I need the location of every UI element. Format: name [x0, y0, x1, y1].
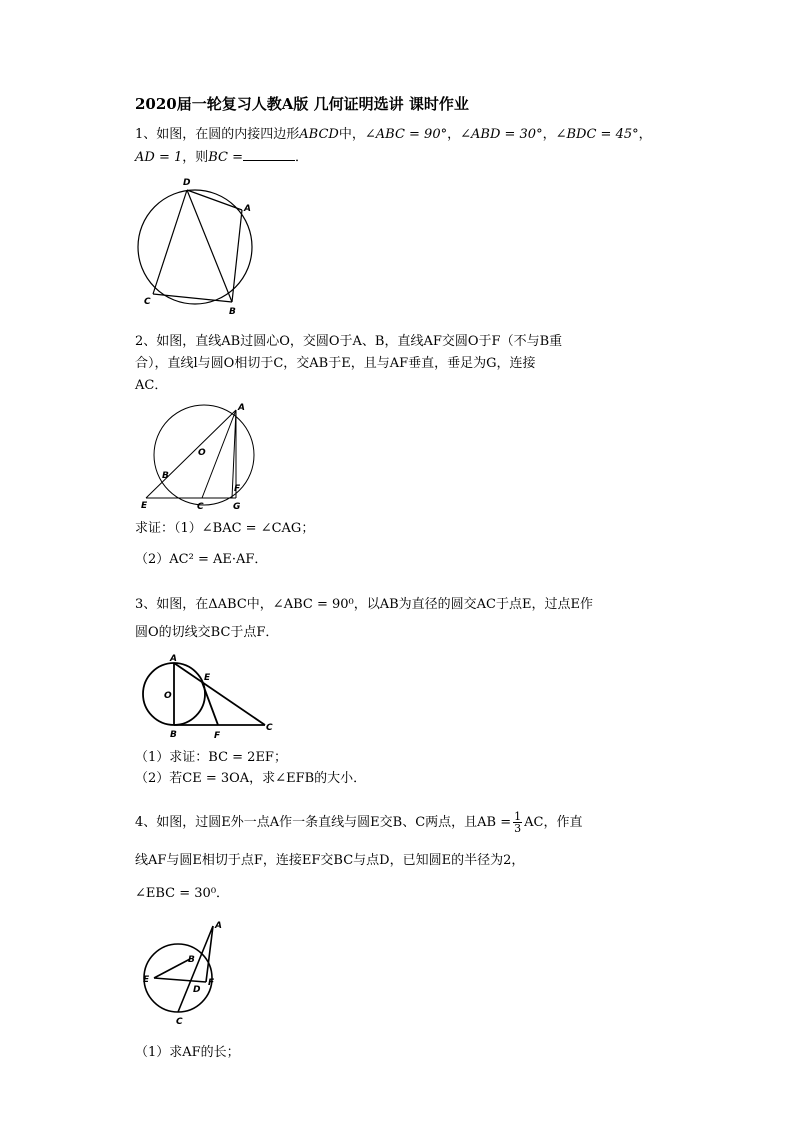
q1-sep2: ，: [542, 127, 556, 142]
q4-label-E: E: [143, 975, 150, 985]
q1-text-a: 如图，在圆的内接四边形: [156, 127, 300, 142]
q4-text-line1b: AC，作直: [524, 815, 583, 830]
q2-line1: [135, 334, 562, 350]
q3-label-E: E: [204, 673, 211, 683]
q2-label-F: F: [234, 484, 241, 494]
q4-line1: [135, 811, 582, 834]
q2-line2: 合），直线l与圆O相切于C，交AB于E，且与AF垂直，垂足为G，连接: [135, 356, 536, 371]
q4-label-A: A: [215, 921, 222, 931]
q3-label-F: F: [214, 731, 221, 741]
q3-label-C: C: [266, 723, 273, 733]
q3-label-B: B: [170, 730, 177, 740]
q2-line3: AC．: [135, 378, 168, 393]
q2-text-line1: 如图，直线AB过圆心O，交圆O于A、B，直线AF交圆O于F（不与B重: [156, 334, 563, 349]
q3-label-O: O: [164, 691, 172, 701]
q1-answer-blank[interactable]: [243, 149, 295, 161]
q1-number: 1、: [135, 127, 157, 142]
q1-figure: [130, 170, 260, 315]
q4-number: 4、: [135, 815, 157, 830]
q2-number: 2、: [135, 334, 157, 349]
q2-figure: [140, 398, 260, 513]
q2-label-O: O: [198, 448, 206, 458]
q1-cond2: ∠ABD = 30°: [460, 127, 543, 142]
q1-label-B: B: [229, 307, 236, 317]
q4-figure: [135, 918, 225, 1033]
page-title: 2020届一轮复习人教A版 几何证明选讲 课时作业: [135, 95, 469, 113]
q4-text-line1a: 如图，过圆E外一点A作一条直线与圆E交B、C两点，且AB =: [156, 815, 512, 830]
q4-label-F: F: [208, 978, 215, 988]
q1-sep3: ，: [638, 127, 652, 142]
q1-end: ．: [295, 150, 309, 165]
q1-cond1: ∠ABC = 90°: [364, 127, 448, 142]
q4-line3: ∠EBC = 30⁰．: [135, 886, 230, 901]
q1-quad: ABCD: [299, 127, 339, 142]
q4-fraction: [513, 811, 522, 834]
q1-sep1: ，: [447, 127, 461, 142]
q3-part-1: （1）求证：BC = 2EF；: [135, 750, 287, 765]
q2-label-E: E: [141, 501, 148, 511]
q3-text-line1: 如图，在ΔABC中，∠ABC = 90⁰，以AB为直径的圆交AC于点E，过点E作: [156, 597, 593, 612]
q3-label-A: A: [170, 654, 177, 664]
q3-line2: 圆O的切线交BC于点F．: [135, 625, 279, 640]
q3-figure: [138, 652, 278, 742]
q4-part-1: （1）求AF的长；: [135, 1045, 240, 1060]
q1-text-b: 中，: [338, 127, 365, 142]
q1-line2: [135, 149, 308, 166]
q4-fraction-numerator: 1: [514, 810, 522, 823]
q3-line1: [135, 597, 593, 613]
q1-label-D: D: [183, 178, 191, 188]
q4-label-D: D: [193, 985, 201, 995]
q4-label-B: B: [188, 955, 195, 965]
q1-cond4: AD = 1: [135, 150, 183, 165]
q4-label-C: C: [176, 1017, 183, 1027]
q2-label-G: G: [233, 502, 241, 512]
q3-number: 3、: [135, 597, 157, 612]
q1-label-A: A: [244, 204, 251, 214]
q1-line1: [135, 127, 652, 143]
q2-label-B: B: [162, 471, 169, 481]
q4-line2: 线AF与圆E相切于点F，连接EF交BC与点D，已知圆E的半径为2，: [135, 853, 525, 868]
q2-label-C: C: [197, 502, 204, 512]
q4-fraction-denominator: 3: [514, 822, 522, 835]
q1-cond3: ∠BDC = 45°: [555, 127, 639, 142]
q3-part-2: （2）若CE = 3OA，求∠EFB的大小．: [135, 771, 367, 786]
q2-label-A: A: [238, 403, 245, 413]
q2-prove-2: （2）AC² = AE·AF．: [135, 552, 268, 567]
q1-label-C: C: [144, 297, 151, 307]
q2-prove-1: 求证：（1）∠BAC = ∠CAG；: [135, 521, 315, 536]
q1-text-c: ，则: [182, 150, 209, 165]
q1-ask: BC =: [208, 150, 244, 165]
